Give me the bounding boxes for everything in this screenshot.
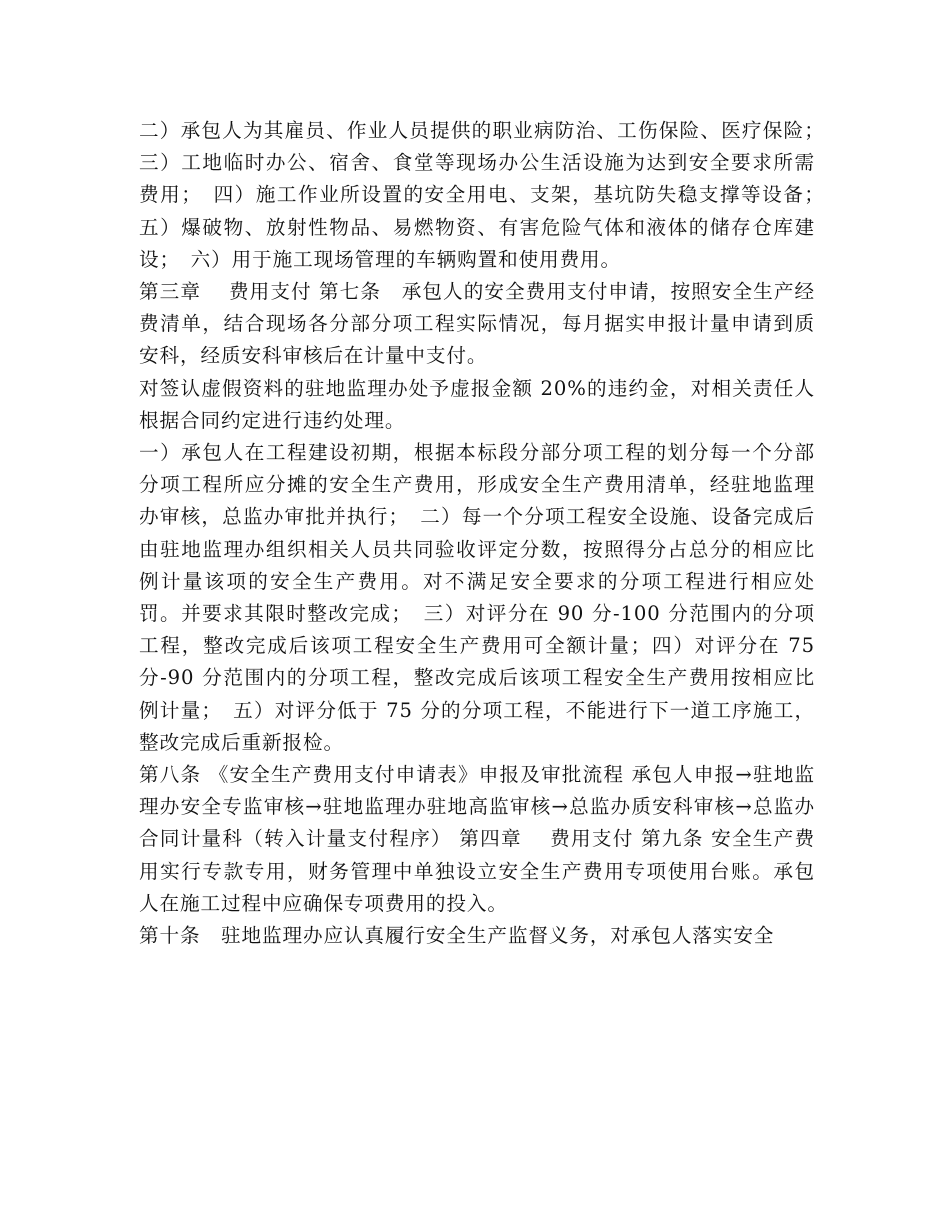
paragraph-false-data-penalty: 对签认虚假资料的驻地监理办处予虚报金额 20%的违约金，对相关责任人根据合同约定进行违约处理。 — [139, 376, 815, 432]
paragraph-chapter-three-article-seven: 第三章 费用支付 第七条 承包人的安全费用支付申请，按照安全生产经费清单，结合现场各分部分项工程实际情况，每月据实申报计量申请到质安科，经质安科审核后在计量中支付。 — [139, 280, 815, 368]
document-body — [139, 115, 836, 952]
paragraph-article-eight-approval-flow: 第八条 《安全生产费用支付申请表》申报及审批流程 承包人申报→驻地监理办安全专监审核→驻地监理办驻地高监审核→总监办质安科审核→总监办合同计量科（转入计量支付程序） 第四章 费用支付 第九条 安全生产费用实行专款专用，财务管理中单独设立安全生产费用专项使用台账。承包人在施工过程中应确保专项费用的投入。 — [139, 763, 815, 915]
paragraph-cost-list-scoring: 一）承包人在工程建设初期，根据本标段分部分项工程的划分每一个分部分项工程所应分摊的安全生产费用，形成安全生产费用清单，经驻地监理办审核，总监办审批并执行； 二）每一个分项工程安全设施、设备完成后由驻地监理办组织相关人员共同验收评定分数，按照得分占总分的相应比例计量该项的安全生产费用。对不满足安全要求的分项工程进行相应处罚。并要求其限时整改完成； 三）对评分在 90 分-100 分范围内的分项工程，整改完成后该项工程安全生产费用可全额计量；四）对评分在 75 分-90 分范围内的分项工程，整改完成后该项工程安全生产费用按相应比例计量； 五）对评分低于 75 分的分项工程，不能进行下一道工序施工，整改完成后重新报检。 — [139, 441, 815, 754]
paragraph-insurance-facilities: 二）承包人为其雇员、作业人员提供的职业病防治、工伤保险、医疗保险； 三）工地临时办公、宿舍、食堂等现场办公生活设施为达到安全要求所需费用； 四）施工作业所设置的安全用电、支架，基坑防失稳支撑等设备； 五）爆破物、放射性物品、易燃物资、有害危险气体和液体的储存仓库建设； 六）用于施工现场管理的车辆购置和使用费用。 — [139, 119, 836, 271]
paragraph-article-ten: 第十条 驻地监理办应认真履行安全生产监督义务，对承包人落实安全 — [139, 924, 775, 948]
